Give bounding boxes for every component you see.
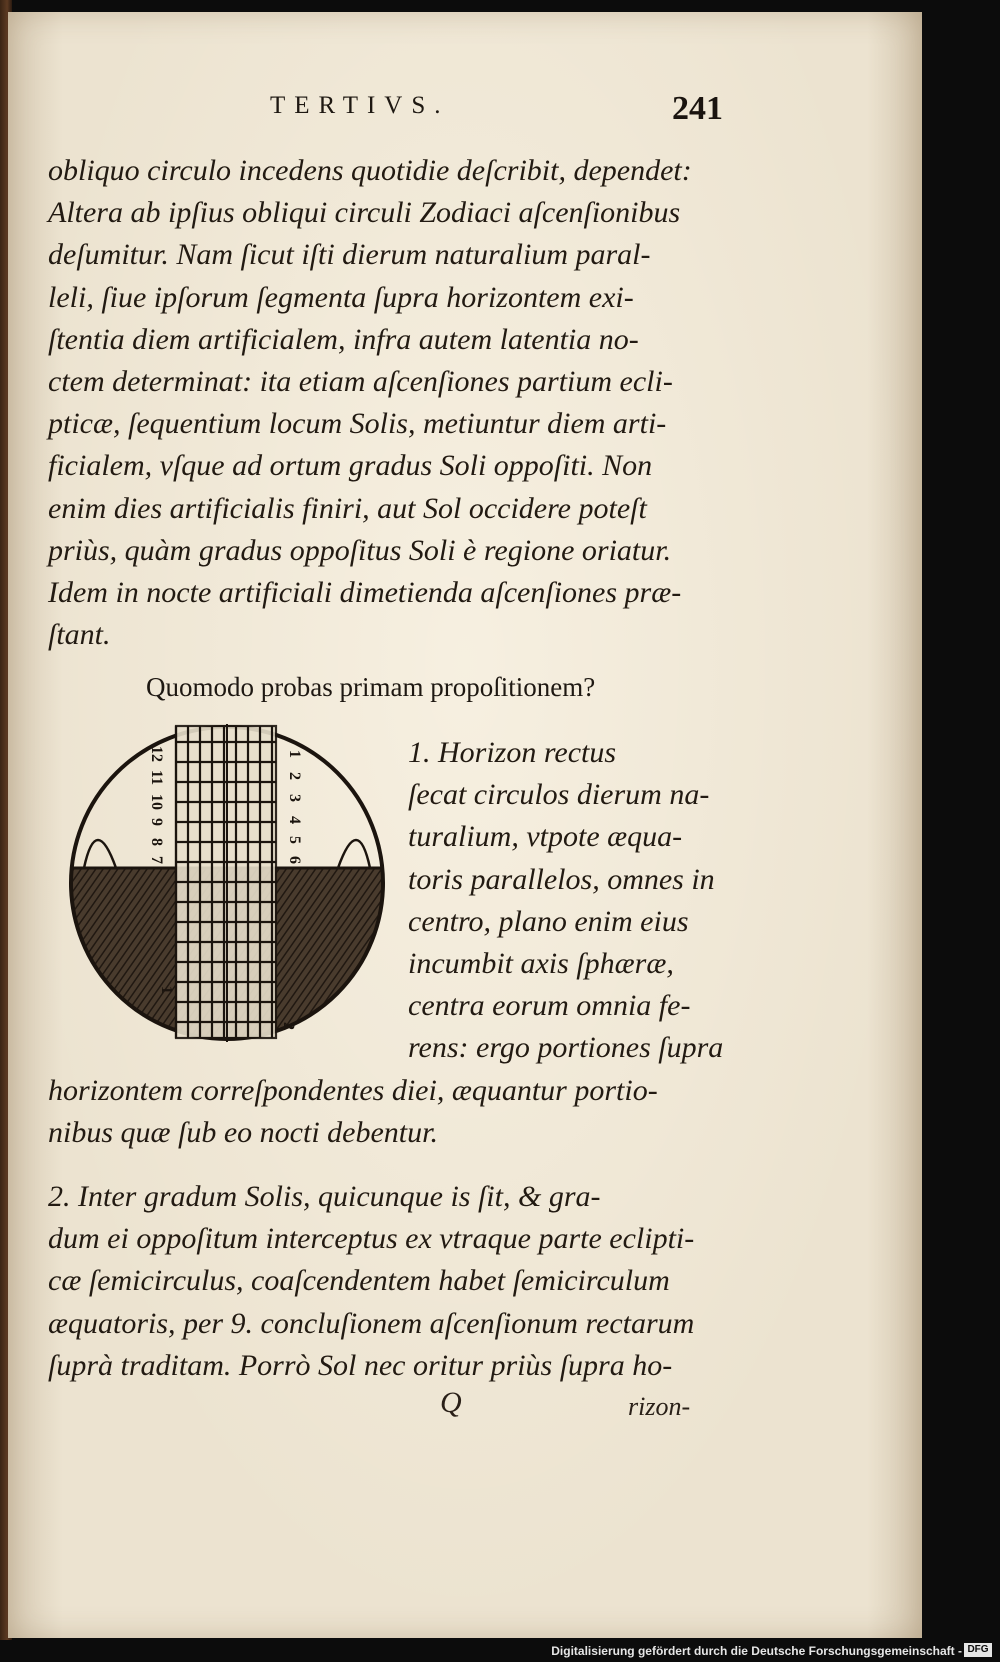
text-line: 1. Horizon rectus — [408, 736, 617, 769]
text-line: Altera ab ipſius obliqui circuli Zodiaci aſcenſionibus — [48, 196, 681, 230]
text-line: deſumitur. Nam ſicut iſti dierum naturalium paral- — [48, 238, 651, 272]
sphere-woodcut-figure — [66, 722, 388, 1044]
text-line: ficialem, vſque ad ortum gradus Soli oppoſiti. Non — [48, 449, 653, 483]
text-line: priùs, quàm gradus oppoſitus Soli è regione oriatur. — [48, 533, 672, 567]
hour-label-right: 6 — [286, 856, 303, 864]
text-line: cæ ſemicirculus, coaſcendentem habet ſemicirculum — [48, 1264, 670, 1298]
page-number: 241 — [672, 90, 723, 127]
text-line: ſecat circulos dierum na- — [408, 778, 710, 812]
hour-label-left: 12 — [148, 746, 165, 762]
paragraph-2-continuation — [48, 1070, 728, 1154]
book-page — [8, 12, 922, 1638]
paragraph-1 — [48, 150, 728, 656]
text-line: Idem in nocte artificiali dimetienda aſcenſiones præ- — [48, 576, 682, 610]
text-line: dum ei oppoſitum interceptus ex vtraque parte eclipti- — [48, 1222, 695, 1256]
text-line: ſtentia diem artificialem, infra autem latentia no- — [48, 322, 639, 356]
hour-label-right: 1 — [286, 750, 303, 758]
text-line: turalium, vtpote æqua- — [408, 820, 683, 854]
text-line: enim dies artificialis finiri, aut Sol occidere poteſt — [48, 491, 647, 525]
signature-mark: Q — [440, 1386, 462, 1419]
text-line: rens: ergo portiones ſupra — [408, 1031, 724, 1065]
hour-label-left: 7 — [148, 856, 165, 864]
text-line: nibus quæ ſub eo nocti debentur. — [48, 1116, 438, 1150]
running-head: TERTIVS. — [270, 92, 450, 119]
catchword: rizon- — [628, 1392, 691, 1421]
question-heading: Quomodo probas primam propoſitionem? — [146, 672, 596, 702]
hour-label-bottom: 2 — [280, 1022, 297, 1030]
paragraph-2-wrapped — [408, 732, 728, 1070]
text-line: 2. Inter gradum Solis, quicunque is ſit, & gra- — [48, 1180, 601, 1213]
text-line: centro, plano enim eius — [408, 904, 689, 938]
hour-label-left: 8 — [148, 838, 165, 846]
hour-label-right: 5 — [286, 836, 303, 844]
hour-label-left: 11 — [148, 770, 165, 786]
hour-label-left: 10 — [148, 794, 165, 810]
hour-label-right: 4 — [286, 816, 303, 824]
text-line: toris parallelos, omnes in — [408, 862, 715, 896]
text-line: obliquo circulo incedens quotidie deſcribit, dependet: — [48, 154, 692, 187]
funding-credit: Digitalisierung gefördert durch die Deutsche Forschungsgemeinschaft - — [551, 1644, 962, 1658]
hour-label-bottom: 1 — [158, 986, 175, 994]
hour-label-right: 2 — [286, 772, 303, 780]
text-line: ſtant. — [48, 618, 111, 652]
text-line: centra eorum omnia fe- — [408, 989, 691, 1023]
text-line: pticæ, ſequentium locum Solis, metiuntur diem arti- — [48, 407, 667, 441]
hour-label-right: 3 — [286, 794, 303, 802]
hour-label-left: 9 — [148, 818, 165, 826]
paragraph-3 — [48, 1176, 728, 1387]
text-line: leli, ſiue ipſorum ſegmenta ſupra horizontem exi- — [48, 280, 634, 314]
text-line: ſuprà traditam. Porrò Sol nec oritur priùs ſupra ho- — [48, 1348, 673, 1382]
text-line: æquatoris, per 9. concluſionem aſcenſionum rectarum — [48, 1306, 695, 1340]
text-line: ctem determinat: ita etiam aſcenſiones partium ecli- — [48, 365, 673, 399]
dfg-logo: DFG — [964, 1643, 992, 1657]
text-line: incumbit axis ſphæræ, — [408, 947, 674, 981]
text-line: horizontem correſpondentes diei, æquantur portio- — [48, 1074, 658, 1107]
